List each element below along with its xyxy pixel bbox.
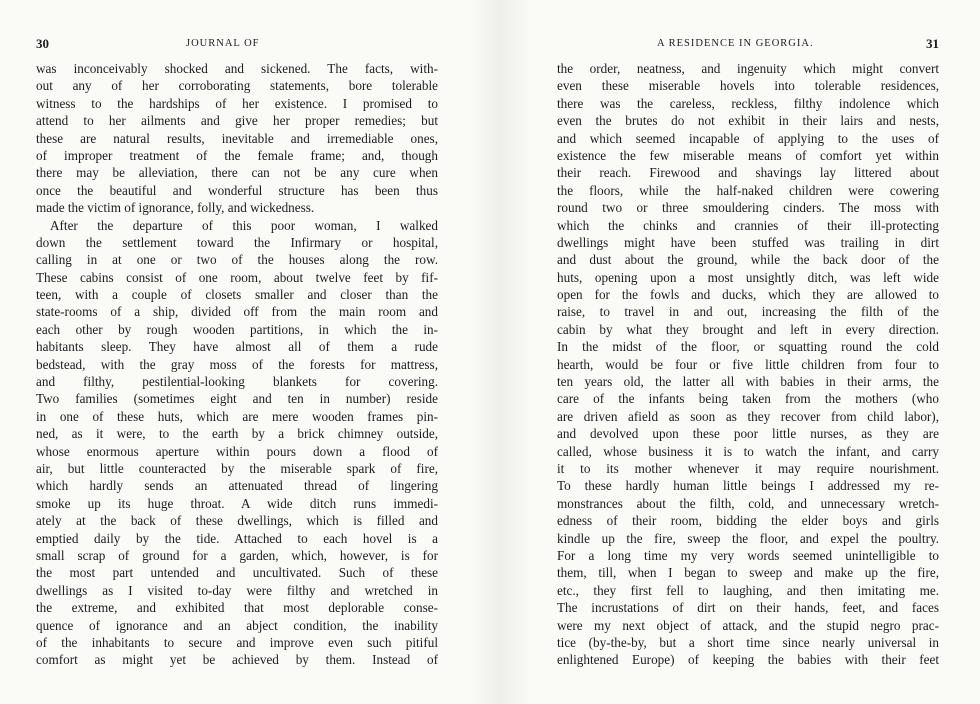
text-line: calling in at one or two of the houses along the row. (36, 252, 438, 268)
text-line: there may be alleviation, there can not be any cure when (36, 165, 438, 181)
text-line: ten years old, the latter all with babies in their arms, the (557, 374, 939, 390)
text-line: and which seemed incapable of applying to the uses of (557, 130, 939, 146)
text-line: emptied daily by the tide. Attached to each hovel is a (36, 530, 438, 546)
text-line: which hardly sends an attenuated thread of lingering (36, 478, 438, 494)
text-line: the extreme, and exhibited that most deplorable conse- (36, 600, 438, 616)
right-page-header (557, 38, 939, 58)
text-line: round two or three smouldering cinders. The moss with (557, 200, 939, 216)
text-line: attend to her ailments and give her proper remedies; but (36, 113, 438, 129)
text-line: Two families (sometimes eight and ten in number) reside (36, 391, 438, 407)
text-line: these are natural results, inevitable and irremediable ones, (36, 130, 438, 146)
text-line: ned, as it were, to the earth by a brick chimney outside, (36, 426, 438, 442)
text-line: tice (by-the-by, but a short time since nearly universal in (557, 634, 939, 650)
text-line: their reach. Firewood and shavings lay littered about (557, 165, 939, 181)
text-line: made the victim of ignorance, folly, and wickedness. (36, 200, 315, 216)
text-line: even these miserable hovels into tolerable residences, (557, 78, 939, 94)
text-line: each other by rough wooden partitions, in which the in- (36, 321, 438, 337)
right-page-number: 31 (926, 36, 939, 51)
text-line: dwellings might have been stuffed was trailing in dirt (557, 234, 939, 250)
text-line: quence of ignorance and an abject condition, the inability (36, 617, 438, 633)
text-line: it to its mother whenever it may require nourishment. (557, 460, 939, 476)
text-line: existence the few miserable means of comfort yet within (557, 147, 939, 163)
text-line: even the brutes do not exhibit in their lairs and nests, (557, 113, 939, 129)
text-line: out any of her corroborating statements, bore tolerable (36, 78, 438, 94)
text-line: To these hardly human little beings I addressed my re- (557, 478, 939, 494)
text-line: down the settlement toward the Infirmary or hospital, (36, 234, 438, 250)
text-line: cabin by what they brought and left in every direction. (557, 321, 939, 337)
text-line: hearth, would be four or five little children from four to (557, 356, 939, 372)
text-line: In the midst of the floor, or squatting round the cold (557, 339, 939, 355)
text-line: The incrustations of dirt on their hands, feet, and faces (557, 600, 939, 616)
text-line: small scrap of ground for a garden, which, however, is for (36, 547, 438, 563)
text-line: in one of these huts, which are mere wooden frames pin- (36, 408, 438, 424)
text-line: the floors, while the half-naked children were cowering (557, 182, 939, 198)
text-line: huts, opening upon a most unsightly ditch, was left wide (557, 269, 939, 285)
right-page-text (557, 60, 939, 669)
right-page (557, 0, 939, 704)
text-line: After the departure of this poor woman, I walked (50, 217, 438, 233)
text-line: etc., they first fell to laughing, and then imitating me. (557, 582, 939, 598)
text-line: raise, to travel in and out, increasing the filth of the (557, 304, 939, 320)
text-line: them, till, when I began to sweep and make up the fire, (557, 565, 939, 581)
text-line: These cabins consist of one room, about twelve feet by fif- (36, 269, 438, 285)
left-page (36, 0, 438, 704)
text-line: For a long time my very words seemed unintelligible to (557, 547, 939, 563)
text-line: air, but little counteracted by the miserable spark of fire, (36, 460, 438, 476)
right-running-head: A RESIDENCE IN GEORGIA. (657, 38, 814, 49)
text-line: teen, with a couple of closets smaller and closer than the (36, 287, 438, 303)
text-line: open for the fowls and ducks, which they are allowed to (557, 287, 939, 303)
text-line: of improper treatment of the female frame; and, though (36, 147, 438, 163)
text-line: the most part untended and uncultivated. Such of these (36, 565, 438, 581)
text-line: and dust about the ground, while the back door of the (557, 252, 939, 268)
left-page-number: 30 (36, 36, 49, 51)
text-line: whose enormous aperture within pours down a flood of (36, 443, 438, 459)
text-line: smoke up its huge throat. A wide ditch runs immedi- (36, 495, 438, 511)
text-line: are driven afield as soon as they recover from child labor), (557, 408, 939, 424)
text-line: care of the infants being taken from the mothers (who (557, 391, 939, 407)
book-gutter (470, 0, 530, 704)
text-line: edness of their room, bidding the elder boys and girls (557, 513, 939, 529)
text-line: habitants sleep. They have almost all of them a rude (36, 339, 438, 355)
text-line: and devolved upon these poor little nurses, as they are (557, 426, 939, 442)
text-line: there was the careless, reckless, filthy indolence which (557, 95, 939, 111)
text-line: enlightened Europe) of keeping the babies with their feet (557, 652, 939, 668)
text-line: dwellings as I visited to-day were filthy and wretched in (36, 582, 438, 598)
text-line: called, whose business it is to watch the infant, and carry (557, 443, 939, 459)
text-line: state-rooms of a ship, divided off from the main room and (36, 304, 438, 320)
text-line: once the beautiful and wonderful structure has been thus (36, 182, 438, 198)
text-line: monstrances about the filth, cold, and unnecessary wretch- (557, 495, 939, 511)
text-line: of the inhabitants to secure and improve even such pitiful (36, 634, 438, 650)
text-line: which the chinks and crannies of their ill-protecting (557, 217, 939, 233)
left-page-text (36, 60, 438, 669)
text-line: comfort as might yet be achieved by them. Instead of (36, 652, 438, 668)
text-line: and filthy, pestilential-looking blankets for covering. (36, 374, 438, 390)
text-line: the order, neatness, and ingenuity which might convert (557, 61, 939, 76)
text-line: were my next object of attack, and the stupid negro prac- (557, 617, 939, 633)
left-page-header (36, 38, 438, 58)
text-line: ately at the back of these dwellings, which is filled and (36, 513, 438, 529)
left-running-head: JOURNAL OF (186, 38, 260, 49)
text-line: witness to the hardships of her existence. I promised to (36, 95, 438, 111)
text-line: was inconceivably shocked and sickened. The facts, with- (36, 61, 438, 76)
text-line: bedstead, with the gray moss of the forests for mattress, (36, 356, 438, 372)
text-line: kindle up the fire, sweep the floor, and expel the poultry. (557, 530, 939, 546)
